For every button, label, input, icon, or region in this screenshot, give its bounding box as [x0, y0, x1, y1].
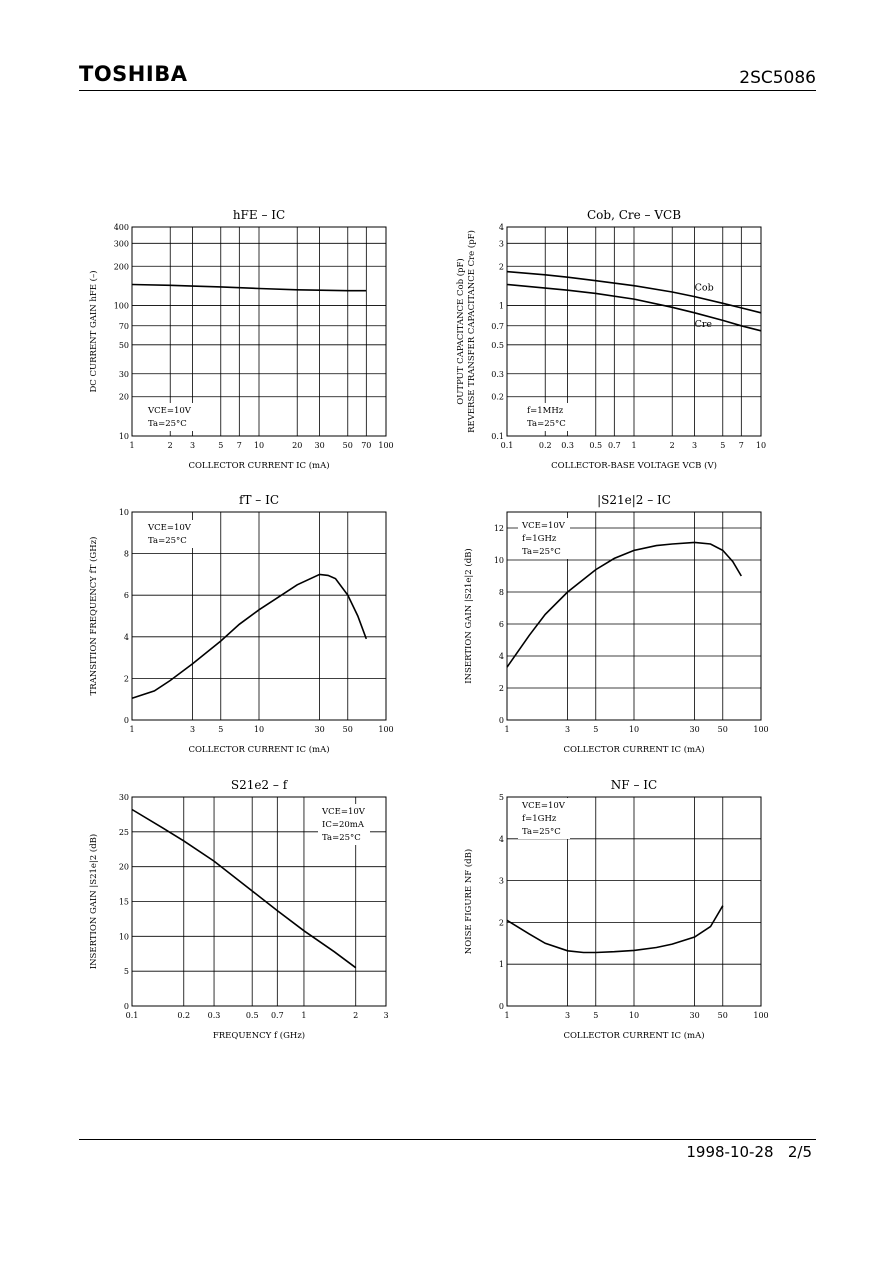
y-tick-label: 1 — [498, 301, 504, 311]
x-tick-label: 3 — [565, 725, 571, 734]
x-tick-label: 0.5 — [245, 1011, 259, 1020]
y-tick-label: 0.1 — [491, 432, 504, 441]
y-axis-label: INSERTION GAIN |S21e|2 (dB) — [89, 833, 99, 970]
y-tick-label: 0 — [123, 716, 129, 725]
y-axis-label: DC CURRENT GAIN hFE (–) — [89, 270, 99, 393]
part-number: 2SC5086 — [739, 68, 816, 88]
x-tick-label: 100 — [753, 725, 769, 734]
y-tick-label: 2 — [498, 684, 504, 693]
condition-label: Ta=25°C — [322, 833, 361, 843]
condition-label: Ta=25°C — [527, 419, 566, 429]
chart-title: NF – IC — [610, 778, 658, 792]
y-tick-label: 2 — [498, 918, 504, 928]
y-tick-label: 6 — [498, 620, 504, 629]
y-tick-label: 0 — [498, 1002, 504, 1011]
x-tick-label: 10 — [755, 441, 767, 450]
chart-3 — [88, 493, 394, 755]
y-tick-label: 70 — [118, 321, 129, 331]
x-tick-label: 3 — [565, 1011, 571, 1020]
x-tick-label: 5 — [218, 725, 224, 734]
chart-title: fT – IC — [239, 493, 279, 507]
y-tick-label: 12 — [493, 524, 504, 533]
y-axis-label: TRANSITION FREQUENCY fT (GHz) — [89, 536, 99, 696]
y-tick-label: 4 — [498, 652, 504, 661]
x-axis-label: FREQUENCY f (GHz) — [212, 1031, 306, 1041]
y-tick-label: 0.5 — [491, 340, 504, 350]
x-axis-label: COLLECTOR CURRENT IC (mA) — [563, 745, 705, 755]
condition-label: VCE=10V — [522, 801, 565, 811]
y-tick-label: 8 — [123, 549, 129, 559]
x-axis-label: COLLECTOR CURRENT IC (mA) — [188, 461, 330, 471]
y-tick-label: 30 — [118, 793, 129, 802]
x-tick-label: 0.7 — [607, 441, 621, 450]
y-tick-label: 3 — [498, 239, 504, 249]
condition-label: Ta=25°C — [148, 536, 187, 546]
y-tick-label: 0.2 — [491, 392, 504, 402]
condition-label: VCE=10V — [148, 406, 191, 416]
y-axis-label-2: REVERSE TRANSFER CAPACITANCE Cre (pF) — [467, 230, 477, 433]
x-tick-label: 1 — [504, 725, 510, 734]
y-tick-label: 100 — [113, 301, 129, 311]
y-axis-label: NOISE FIGURE NF (dB) — [464, 848, 474, 955]
series-label: Cob — [694, 282, 714, 294]
y-tick-label: 5 — [123, 967, 129, 977]
y-tick-label: 20 — [118, 862, 129, 872]
series-label: Cre — [694, 318, 713, 330]
brand-logo: TOSHIBA — [79, 62, 188, 86]
x-tick-label: 3 — [190, 441, 196, 450]
x-tick-label: 30 — [314, 725, 325, 734]
x-tick-label: 100 — [378, 725, 394, 734]
x-tick-label: 3 — [383, 1011, 389, 1020]
chart-title: hFE – IC — [232, 208, 286, 222]
x-tick-label: 1 — [631, 441, 637, 450]
x-tick-label: 2 — [167, 441, 173, 450]
x-tick-label: 0.2 — [177, 1011, 191, 1020]
x-tick-label: 0.2 — [538, 441, 552, 450]
y-tick-label: 6 — [123, 591, 129, 601]
x-tick-label: 7 — [236, 441, 242, 450]
footer-page: 2/5 — [787, 1143, 812, 1161]
series-line — [132, 574, 366, 698]
y-axis-label: OUTPUT CAPACITANCE Cob (pF) — [456, 258, 466, 405]
x-tick-label: 0.5 — [589, 441, 603, 450]
x-axis-label: COLLECTOR CURRENT IC (mA) — [188, 745, 330, 755]
x-tick-label: 30 — [689, 1011, 700, 1020]
x-tick-label: 1 — [504, 1011, 510, 1020]
chart-title: S21e2 – f — [230, 778, 288, 792]
y-tick-label: 50 — [118, 340, 129, 350]
x-tick-label: 100 — [378, 441, 394, 450]
condition-label: IC=20mA — [322, 820, 364, 830]
y-tick-label: 10 — [493, 556, 504, 565]
x-tick-label: 100 — [753, 1011, 769, 1020]
x-axis-label: COLLECTOR CURRENT IC (mA) — [563, 1031, 705, 1041]
y-tick-label: 1 — [498, 960, 504, 970]
y-tick-label: 0 — [498, 716, 504, 725]
y-tick-label: 8 — [498, 588, 504, 597]
condition-label: f=1MHz — [527, 406, 564, 416]
x-tick-label: 30 — [689, 725, 700, 734]
y-tick-label: 10 — [118, 508, 129, 517]
condition-label: f=1GHz — [522, 814, 557, 824]
x-tick-label: 10 — [628, 725, 640, 734]
x-tick-label: 10 — [253, 441, 265, 450]
y-tick-label: 0.7 — [491, 321, 504, 331]
x-tick-label: 50 — [717, 725, 728, 734]
y-tick-label: 200 — [113, 262, 129, 272]
condition-label: Ta=25°C — [522, 547, 561, 557]
y-tick-label: 2 — [498, 262, 504, 272]
y-tick-label: 10 — [118, 432, 129, 441]
x-tick-label: 1 — [129, 441, 135, 450]
chart-title: Cob, Cre – VCB — [586, 208, 682, 222]
footer-rule — [79, 1139, 816, 1140]
series-line — [132, 285, 366, 291]
y-tick-label: 3 — [498, 876, 504, 886]
x-axis-label: COLLECTOR-BASE VOLTAGE VCB (V) — [551, 461, 717, 471]
x-tick-label: 3 — [692, 441, 698, 450]
chart-title: |S21e|2 – IC — [597, 493, 671, 507]
condition-label: Ta=25°C — [522, 827, 561, 837]
y-tick-label: 300 — [113, 239, 129, 249]
y-axis-label: INSERTION GAIN |S21e|2 (dB) — [464, 548, 474, 684]
x-tick-label: 0.7 — [270, 1011, 284, 1020]
chart-6 — [463, 778, 769, 1041]
y-tick-label: 0.3 — [491, 369, 504, 379]
y-tick-label: 4 — [498, 834, 504, 844]
footer-date: 1998-10-28 — [686, 1143, 774, 1161]
y-tick-label: 2 — [123, 674, 129, 684]
y-tick-label: 15 — [118, 897, 129, 907]
condition-label: Ta=25°C — [148, 419, 187, 429]
x-tick-label: 10 — [253, 725, 265, 734]
condition-label: VCE=10V — [322, 807, 365, 817]
x-tick-label: 20 — [292, 441, 303, 450]
x-tick-label: 5 — [218, 441, 224, 450]
y-tick-label: 400 — [113, 223, 129, 232]
y-tick-label: 20 — [118, 392, 129, 402]
series-line — [507, 906, 723, 953]
footer-date-page — [686, 1143, 812, 1161]
y-tick-label: 25 — [118, 827, 129, 837]
x-tick-label: 3 — [190, 725, 196, 734]
x-tick-label: 2 — [669, 441, 675, 450]
y-tick-label: 10 — [118, 932, 129, 942]
chart-5 — [88, 778, 389, 1041]
chart-4 — [463, 493, 769, 755]
y-tick-label: 30 — [118, 369, 129, 379]
x-tick-label: 7 — [738, 441, 744, 450]
x-tick-label: 5 — [593, 725, 599, 734]
series-line — [507, 542, 741, 667]
x-tick-label: 1 — [301, 1011, 307, 1020]
x-tick-label: 1 — [129, 725, 135, 734]
y-tick-label: 4 — [498, 223, 504, 232]
condition-label: VCE=10V — [148, 523, 191, 533]
x-tick-label: 70 — [361, 441, 372, 450]
x-tick-label: 5 — [720, 441, 726, 450]
chart-1 — [88, 208, 394, 471]
x-tick-label: 0.1 — [125, 1011, 139, 1020]
x-tick-label: 5 — [593, 1011, 599, 1020]
x-tick-label: 2 — [353, 1011, 359, 1020]
x-tick-label: 50 — [717, 1011, 728, 1020]
y-tick-label: 4 — [123, 632, 129, 642]
x-tick-label: 0.1 — [500, 441, 514, 450]
y-tick-label: 5 — [498, 793, 504, 802]
x-tick-label: 50 — [342, 441, 353, 450]
condition-label: VCE=10V — [522, 521, 565, 531]
condition-label: f=1GHz — [522, 534, 557, 544]
x-tick-label: 30 — [314, 441, 325, 450]
x-tick-label: 0.3 — [207, 1011, 221, 1020]
y-tick-label: 0 — [123, 1002, 129, 1011]
chart-2 — [455, 208, 766, 471]
x-tick-label: 0.3 — [561, 441, 574, 450]
x-tick-label: 10 — [628, 1011, 640, 1020]
x-tick-label: 50 — [342, 725, 353, 734]
